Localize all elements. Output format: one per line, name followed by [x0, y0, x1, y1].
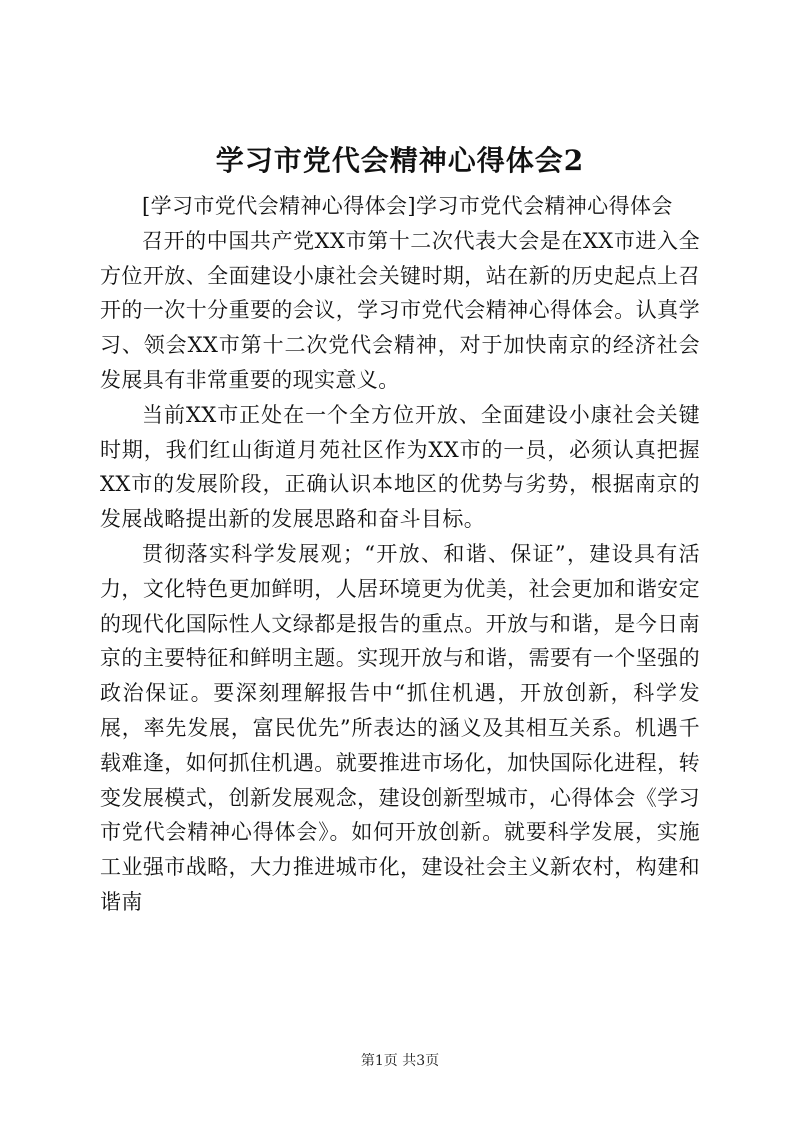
paragraph: 贯彻落实科学发展观；“开放、和谐、保证”，建设具有活力，文化特色更加鲜明，人居环境更为优美，社会更加和谐安定的现代化国际性人文绿都是报告的重点。开放与和谐，是今日南京的主要特征和鲜明主题。实现开放与和谐，需要有一个坚强的政治保证。要深刻理解报告中“抓住机遇，开放创新，科学发展，率先发展，富民优先”所表达的涵义及其相互关系。机遇千载难逢，如何抓住机遇。就要推进市场化，加快国际化进程，转变发展模式，创新发展观念，建设创新型城市，心得体会《学习市党代会精神心得体会》。如何开放创新。就要科学发展，实施工业强市战略，大力推进城市化，建设社会主义新农村，构建和谐南: [100, 541, 700, 914]
document-subtitle: [学习市党代会精神心得体会]学习市党代会精神心得体会: [142, 194, 673, 218]
document-title: 学习市党代会精神心得体会2: [215, 144, 585, 177]
document-body: [100, 189, 700, 920]
paragraph: 召开的中国共产党XX市第十二次代表大会是在XX市进入全方位开放、全面建设小康社会关键时期，站在新的历史起点上召开的一次十分重要的会议，学习市党代会精神心得体会。认真学习、领会XX市第十二次党代会精神，对于加快南京的经济社会发展具有非常重要的现实意义。: [100, 228, 700, 392]
page-number-footer: 第1页 共3页: [360, 1053, 440, 1069]
paragraph: 当前XX市正处在一个全方位开放、全面建设小康社会关键时期，我们红山街道月苑社区作为XX市的一员，必须认真把握XX市的发展阶段，正确认识本地区的优势与劣势，根据南京的发展战略提出新的发展思路和奋斗目标。: [100, 402, 700, 532]
